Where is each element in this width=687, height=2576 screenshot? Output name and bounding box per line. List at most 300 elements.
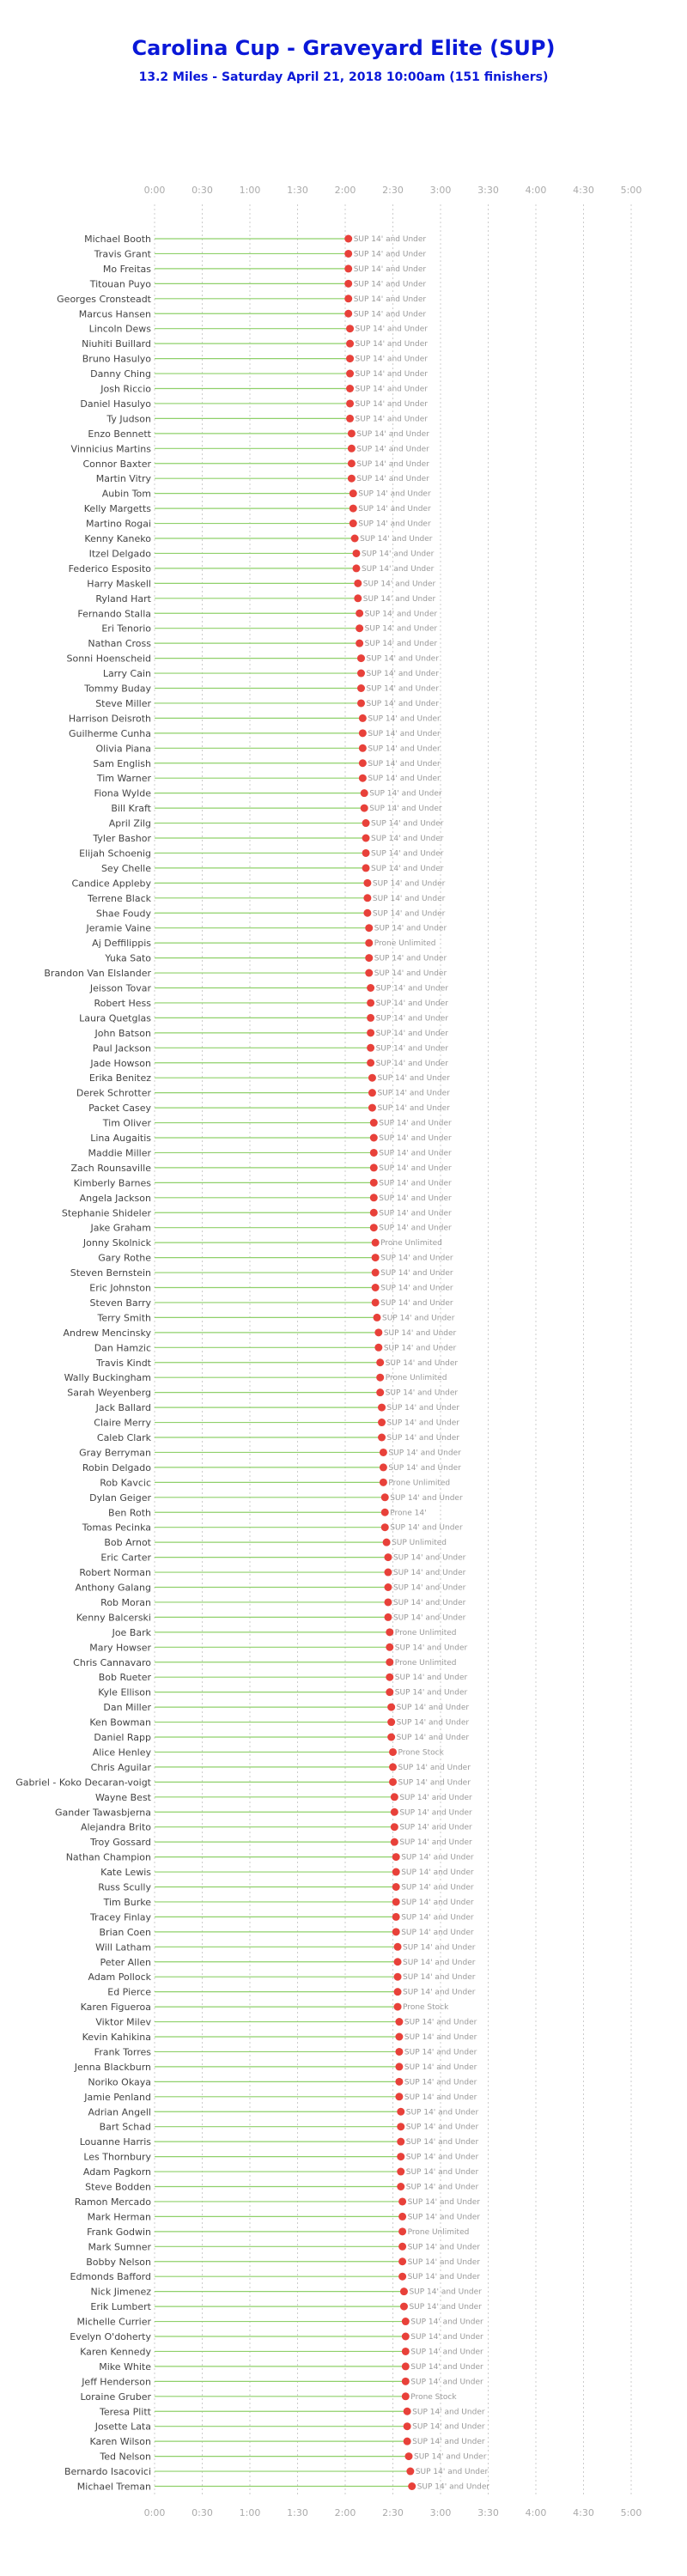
finisher-category: SUP 14' and Under (371, 835, 444, 843)
finisher-dot (402, 2333, 410, 2341)
finisher-dot (398, 2213, 406, 2221)
finisher-dot (346, 399, 354, 407)
finisher-name: Kimberly Barnes (73, 1177, 151, 1189)
finisher-name: Eric Johnston (89, 1282, 151, 1294)
finisher-category: SUP 14' and Under (361, 550, 435, 559)
finisher-name: Bobby Nelson (86, 2256, 151, 2268)
finisher-category: SUP 14' and Under (405, 2168, 479, 2178)
finisher-dot (392, 1928, 400, 1935)
finisher-dot (391, 1823, 398, 1831)
finisher-category: SUP 14' and Under (366, 654, 439, 664)
finisher-name: Karen Kennedy (80, 2346, 151, 2358)
finisher-name: Angela Jackson (79, 1192, 151, 1204)
finisher-category: SUP 14' and Under (404, 2018, 477, 2027)
finisher-dot (372, 1239, 380, 1247)
finisher-category: SUP 14' and Under (364, 640, 438, 649)
finisher-category: SUP 14' and Under (383, 1328, 457, 1338)
x-tick-label-bottom: 2:00 (334, 2507, 356, 2518)
finisher-name: Jeramie Vaine (86, 922, 151, 934)
finisher-name: Larry Cain (102, 668, 151, 680)
finisher-category: SUP Unlimited (392, 1539, 447, 1548)
finisher-name: Michael Booth (84, 234, 151, 245)
finisher-category: SUP 14' and Under (375, 1044, 449, 1054)
finisher-dot (346, 325, 354, 332)
finisher-category: SUP 14' and Under (355, 355, 428, 364)
finisher-name: Karen Figueroa (80, 2002, 151, 2014)
finisher-dot (392, 1913, 400, 1921)
finisher-dot (367, 1029, 374, 1036)
finisher-category: SUP 14' and Under (392, 1553, 466, 1563)
finisher-dot (357, 684, 365, 692)
finisher-dot (351, 535, 359, 543)
finisher-category: SUP 14' and Under (410, 2348, 483, 2357)
x-tick-label-bottom: 2:30 (382, 2507, 404, 2518)
finisher-dot (384, 1553, 392, 1561)
finisher-dot (392, 1868, 400, 1876)
finisher-name: Edmonds Bafford (70, 2271, 151, 2283)
finisher-name: Bernardo Isacovici (64, 2466, 151, 2478)
finisher-category: SUP 14' and Under (392, 1613, 466, 1623)
finisher-category: SUP 14' and Under (396, 1734, 470, 1742)
x-tick-label-top: 4:30 (573, 185, 594, 196)
finisher-category: SUP 14' and Under (388, 1449, 461, 1458)
finisher-dot (405, 2452, 413, 2460)
x-tick-label-top: 1:30 (287, 185, 308, 196)
finisher-name: Ty Judson (106, 413, 151, 425)
finisher-category: SUP 14' and Under (369, 805, 442, 814)
finisher-category: SUP 14' and Under (371, 864, 444, 873)
finisher-name: Stephanie Shideler (61, 1207, 151, 1219)
finisher-category: SUP 14' and Under (401, 1928, 474, 1937)
finisher-name: Packet Casey (88, 1103, 151, 1115)
finisher-category: SUP 14' and Under (398, 1778, 471, 1788)
finisher-name: Wally Buckingham (64, 1372, 151, 1384)
finisher-dot (394, 1988, 402, 1996)
finisher-name: Yuka Sato (105, 952, 151, 964)
finisher-name: Mark Herman (87, 2211, 151, 2223)
finisher-category: SUP 14' and Under (392, 1598, 466, 1607)
finisher-category: SUP 14' and Under (392, 1569, 466, 1578)
x-tick-label-top: 2:00 (334, 185, 356, 196)
finisher-name: Bob Arnot (104, 1537, 151, 1549)
finisher-dot (370, 1149, 378, 1157)
finisher-name: Ed Pierce (107, 1986, 151, 1998)
finisher-category: SUP 14' and Under (415, 2468, 489, 2477)
finisher-dot (344, 295, 352, 302)
finisher-name: Travis Grant (94, 248, 151, 260)
finisher-category: SUP 14' and Under (356, 429, 429, 439)
finisher-name: Eric Carter (100, 1552, 151, 1564)
finisher-category: SUP 14' and Under (353, 235, 427, 244)
finisher-category: SUP 14' and Under (358, 519, 431, 529)
finisher-category: SUP 14' and Under (379, 1209, 452, 1218)
finisher-category: SUP 14' and Under (399, 1823, 472, 1832)
finisher-name: Nathan Cross (88, 638, 151, 650)
finisher-category: SUP 14' and Under (379, 1119, 452, 1128)
finisher-dot (397, 2183, 404, 2190)
finisher-category: SUP 14' and Under (386, 1434, 459, 1443)
finisher-dot (394, 1943, 402, 1951)
finisher-name: Danny Ching (90, 368, 151, 380)
finisher-category: SUP 14' and Under (360, 535, 433, 544)
x-tick-label-bottom: 3:30 (477, 2507, 499, 2518)
finisher-category: SUP 14' and Under (356, 445, 429, 454)
finisher-dot (386, 1643, 393, 1651)
finisher-name: Ken Bowman (89, 1716, 151, 1728)
finisher-name: Jonny Skolnick (82, 1237, 151, 1249)
finisher-dot (346, 355, 354, 362)
finisher-name: Claire Merry (94, 1417, 151, 1429)
finisher-category: Prone Unlimited (385, 1374, 447, 1383)
finisher-name: Adam Pagkorn (82, 2166, 151, 2178)
finisher-category: SUP 14' and Under (375, 1029, 449, 1038)
finisher-dot (381, 1509, 389, 1516)
finisher-category: SUP 14' and Under (353, 310, 427, 319)
finisher-dot (370, 1194, 378, 1201)
finisher-name: Karen Wilson (89, 2436, 151, 2448)
finisher-name: Kenny Balcerski (76, 1612, 151, 1624)
finisher-dot (368, 1074, 376, 1082)
finisher-dot (402, 2392, 410, 2400)
finisher-name: Enzo Bennett (88, 428, 151, 440)
finisher-name: Daniel Rapp (94, 1732, 151, 1743)
finisher-dot (363, 909, 371, 917)
x-tick-label-top: 4:00 (525, 185, 547, 196)
finisher-name: Kyle Ellison (98, 1686, 151, 1698)
finisher-name: Olivia Piana (95, 743, 151, 755)
finisher-category: SUP 14' and Under (374, 969, 447, 979)
finisher-category: SUP 14' and Under (407, 2197, 481, 2207)
finisher-category: SUP 14' and Under (353, 295, 427, 304)
finisher-category: SUP 14' and Under (405, 2183, 479, 2192)
finisher-category: SUP 14' and Under (386, 1419, 459, 1428)
finisher-name: Harrison Deisroth (68, 713, 151, 725)
finisher-name: Georges Cronsteadt (57, 293, 151, 305)
finisher-dot (372, 1298, 380, 1306)
finisher-category: SUP 14' and Under (410, 2362, 483, 2372)
finisher-dot (354, 580, 362, 587)
finisher-dot (408, 2482, 416, 2490)
finisher-category: SUP 14' and Under (398, 1763, 471, 1772)
finisher-dot (372, 1269, 380, 1277)
finisher-dot (348, 429, 356, 437)
finisher-dot (359, 729, 367, 737)
finisher-dot (348, 475, 356, 483)
finisher-dot (391, 1838, 398, 1846)
finisher-dot (397, 2123, 404, 2130)
finisher-name: Bob Rueter (98, 1672, 151, 1684)
finisher-category: SUP 14' and Under (403, 1958, 476, 1967)
finisher-dot (395, 2048, 403, 2056)
finisher-category: SUP 14' and Under (375, 1059, 449, 1068)
finisher-name: Vinnicius Martins (70, 443, 151, 455)
finisher-dot (402, 2318, 410, 2325)
finisher-category: SUP 14' and Under (368, 775, 441, 784)
finisher-category: Prone Stock (410, 2392, 457, 2402)
finisher-dot (392, 1898, 400, 1905)
finisher-name: Frank Godwin (87, 2226, 151, 2238)
finisher-dot (380, 1449, 387, 1456)
finisher-name: Travis Kindt (96, 1357, 151, 1369)
finisher-category: SUP 14' and Under (409, 2303, 482, 2312)
finisher-category: SUP 14' and Under (364, 624, 438, 634)
finisher-dot (378, 1419, 386, 1426)
finisher-dot (397, 2138, 404, 2146)
finisher-dot (400, 2287, 408, 2295)
finisher-dot (376, 1388, 384, 1396)
finisher-name: Lina Augaitis (90, 1133, 151, 1144)
finisher-dot (365, 969, 373, 977)
finisher-category: Prone Unlimited (374, 939, 436, 949)
finisher-name: Wayne Best (94, 1791, 151, 1803)
finisher-dot (370, 1119, 378, 1127)
finisher-category: SUP 14' and Under (399, 1793, 472, 1802)
finisher-name: Jake Graham (90, 1222, 151, 1234)
finisher-category: SUP 14' and Under (416, 2482, 490, 2492)
finisher-category: SUP 14' and Under (410, 2378, 483, 2387)
finisher-name: Chris Cannavaro (73, 1656, 151, 1668)
finisher-dot (387, 1704, 395, 1711)
finisher-name: Kate Lewis (100, 1867, 151, 1879)
finisher-category: SUP 14' and Under (410, 2333, 483, 2342)
finisher-category: SUP 14' and Under (403, 1973, 476, 1983)
finisher-name: Tyler Bashor (93, 833, 151, 844)
finisher-category: SUP 14' and Under (356, 475, 429, 484)
finisher-dot (346, 370, 354, 378)
finisher-dot (356, 624, 363, 632)
finisher-name: Dan Miller (103, 1702, 151, 1714)
finisher-name: Fiona Wylde (94, 787, 151, 799)
finisher-category: Prone Unlimited (407, 2227, 470, 2237)
finisher-name: Shae Foudy (95, 908, 151, 920)
finisher-category: SUP 14' and Under (386, 1404, 459, 1413)
finisher-dot (406, 2468, 414, 2476)
finisher-dot (346, 415, 354, 422)
finisher-name: Steve Miller (95, 697, 151, 709)
finisher-category: SUP 14' and Under (375, 984, 449, 993)
finisher-name: Harry Maskell (87, 578, 151, 590)
finisher-dot (357, 670, 365, 677)
finisher-category: SUP 14' and Under (404, 2063, 477, 2072)
finisher-dot (387, 1734, 395, 1741)
finisher-name: Robin Delgado (82, 1461, 151, 1473)
x-tick-label-bottom: 1:30 (287, 2507, 308, 2518)
finisher-name: Caleb Clark (96, 1432, 151, 1443)
x-tick-label-top: 0:00 (143, 185, 166, 196)
finisher-name: Paul Jackson (92, 1042, 151, 1054)
finisher-name: Dylan Geiger (89, 1492, 151, 1504)
finisher-dot (395, 2018, 403, 2026)
finisher-category: Prone Unlimited (388, 1479, 451, 1488)
finisher-dot (372, 1284, 380, 1291)
finisher-dot (376, 1374, 384, 1382)
finisher-dot (374, 1344, 382, 1352)
finisher-category: SUP 14' and Under (368, 759, 441, 769)
finisher-name: Gary Rothe (98, 1252, 151, 1264)
x-tick-label-bottom: 0:00 (143, 2507, 166, 2518)
finisher-category: SUP 14' and Under (380, 1269, 453, 1279)
finisher-dot (383, 1539, 391, 1546)
finisher-category: SUP 14' and Under (404, 2048, 477, 2057)
finisher-category: SUP 14' and Under (358, 489, 431, 499)
finisher-name: Aj Deffilippis (92, 938, 151, 950)
chart-title: Carolina Cup - Graveyard Elite (SUP) (131, 36, 556, 60)
finisher-dot (362, 864, 370, 872)
finisher-category: SUP 14' and Under (379, 1224, 452, 1233)
finisher-name: Marcus Hansen (78, 308, 151, 320)
finisher-dot (376, 1358, 384, 1366)
finisher-category: SUP 14' and Under (380, 1298, 453, 1308)
finisher-dot (395, 2063, 403, 2070)
finisher-name: Louanne Harris (79, 2136, 151, 2148)
finisher-name: Tim Warner (96, 773, 151, 785)
finisher-name: Sarah Weyenberg (67, 1387, 151, 1399)
finisher-category: SUP 14' and Under (392, 1583, 466, 1593)
finisher-name: Titouan Puyo (89, 278, 151, 290)
finisher-dot (392, 1853, 400, 1861)
chart-subtitle: 13.2 Miles - Saturday April 21, 2018 10:00am (151 finishers) (138, 70, 549, 84)
finisher-name: Steve Bodden (85, 2181, 151, 2193)
finisher-dot (389, 1778, 397, 1786)
finisher-dot (394, 2003, 402, 2011)
finisher-category: Prone Unlimited (394, 1658, 457, 1668)
finisher-dot (395, 2033, 403, 2041)
finisher-name: Ben Roth (108, 1507, 151, 1519)
finisher-dot (362, 835, 370, 842)
finisher-category: SUP 14' and Under (403, 1943, 476, 1953)
finisher-name: Will Latham (95, 1941, 151, 1953)
finisher-dot (402, 2378, 410, 2385)
finisher-category: SUP 14' and Under (355, 340, 428, 349)
finisher-dot (352, 550, 360, 557)
finisher-dot (384, 1583, 392, 1591)
finisher-name: Terry Smith (97, 1312, 151, 1324)
finisher-dot (359, 714, 367, 722)
finisher-dot (402, 2362, 410, 2370)
finisher-name: Martin Vitry (95, 473, 151, 485)
finisher-name: Nick Jimenez (90, 2286, 151, 2298)
finisher-dot (367, 1044, 374, 1052)
finisher-dot (404, 2438, 411, 2445)
finisher-name: Guilherme Cunha (69, 727, 151, 739)
finisher-name: Josette Lata (94, 2421, 151, 2433)
finisher-name: Brandon Van Elslander (44, 968, 151, 980)
finisher-name: Itzel Delgado (88, 548, 151, 560)
finisher-dot (361, 805, 368, 812)
finisher-name: Steven Barry (89, 1297, 151, 1309)
finisher-dot (384, 1569, 392, 1577)
finisher-dot (367, 984, 374, 992)
finisher-name: Steven Bernstein (70, 1267, 151, 1279)
finisher-dot (363, 894, 371, 902)
finisher-dot (378, 1404, 386, 1412)
finisher-dot (357, 699, 365, 707)
finisher-category: SUP 14' and Under (404, 2078, 477, 2087)
finisher-category: SUP 14' and Under (407, 2213, 481, 2222)
x-tick-label-top: 1:00 (239, 185, 261, 196)
x-tick-label-top: 2:30 (382, 185, 404, 196)
finisher-category: SUP 14' and Under (385, 1388, 459, 1398)
finisher-name: Gabriel - Koko Decaran-voigt (15, 1777, 151, 1789)
finisher-dot (362, 819, 370, 827)
finisher-dot (384, 1613, 392, 1621)
x-tick-label-bottom: 3:00 (429, 2507, 452, 2518)
finisher-name: John Batson (94, 1027, 151, 1039)
finisher-name: Kenny Kaneko (84, 533, 151, 544)
finisher-category: SUP 14' and Under (379, 1134, 452, 1143)
finisher-name: Mary Howser (89, 1642, 151, 1654)
finisher-name: Ted Nelson (100, 2451, 151, 2463)
finisher-name: Bruno Hasulyo (82, 353, 151, 365)
finisher-dot (344, 235, 352, 243)
finisher-dot (381, 1523, 389, 1531)
finisher-category: Prone 14' (390, 1509, 427, 1518)
finisher-dot (380, 1463, 387, 1471)
finisher-dot (380, 1479, 387, 1486)
finisher-name: Daniel Hasulyo (80, 398, 151, 410)
finisher-category: SUP 14' and Under (407, 2273, 481, 2282)
finisher-name: Brian Coen (99, 1926, 151, 1938)
finisher-name: Martino Rogai (86, 518, 151, 530)
finisher-name: Les Thornbury (83, 2151, 151, 2163)
x-tick-label-top: 0:30 (192, 185, 213, 196)
finisher-name: Tommy Buday (84, 683, 151, 695)
x-tick-label-top: 3:30 (477, 185, 499, 196)
finisher-dot (374, 1314, 381, 1321)
finisher-category: SUP 14' and Under (394, 1643, 468, 1653)
finisher-category: SUP 14' and Under (377, 1089, 450, 1098)
finisher-category: SUP 14' and Under (412, 2408, 485, 2417)
finisher-category: SUP 14' and Under (355, 399, 428, 409)
finisher-dot (354, 594, 362, 602)
finisher-category: SUP 14' and Under (404, 2093, 477, 2102)
finisher-category: SUP 14' and Under (394, 1688, 468, 1698)
finisher-dot (346, 385, 354, 392)
finisher-name: Terrene Black (88, 892, 151, 904)
finisher-dot (391, 1808, 398, 1816)
finisher-category: SUP 14' and Under (405, 2138, 479, 2148)
finisher-category: SUP 14' and Under (409, 2287, 482, 2297)
finisher-category: SUP 14' and Under (355, 415, 428, 424)
finisher-dot (392, 1883, 400, 1891)
finisher-name: Dan Hamzic (94, 1342, 151, 1354)
finisher-name: Erika Benitez (88, 1072, 151, 1084)
finisher-dot (344, 250, 352, 258)
finisher-name: Evelyn O'doherty (70, 2331, 151, 2342)
finisher-dot (374, 1328, 382, 1336)
finisher-dot (387, 1718, 395, 1726)
finisher-category: SUP 14' and Under (353, 280, 427, 289)
finisher-name: Kevin Kahikina (82, 2032, 151, 2043)
finisher-category: SUP 14' and Under (371, 849, 444, 859)
finisher-dot (404, 2408, 411, 2415)
finisher-name: Alejandra Brito (80, 1821, 151, 1833)
finisher-dot (389, 1763, 397, 1771)
finisher-dot (348, 445, 356, 453)
finisher-name: Noriko Okaya (88, 2076, 151, 2088)
finisher-name: Alice Henley (92, 1747, 151, 1759)
finisher-name: Rob Kavcic (100, 1477, 151, 1489)
finisher-category: SUP 14' and Under (361, 564, 435, 574)
finisher-category: SUP 14' and Under (355, 370, 428, 380)
finisher-name: Zach Rounsaville (70, 1162, 151, 1174)
finisher-category: SUP 14' and Under (383, 1344, 457, 1353)
finisher-dot (370, 1179, 378, 1187)
finisher-category: SUP 14' and Under (394, 1674, 468, 1683)
finisher-category: SUP 14' and Under (379, 1163, 452, 1173)
finisher-dot (370, 1163, 378, 1171)
x-tick-label-bottom: 4:00 (525, 2507, 547, 2518)
